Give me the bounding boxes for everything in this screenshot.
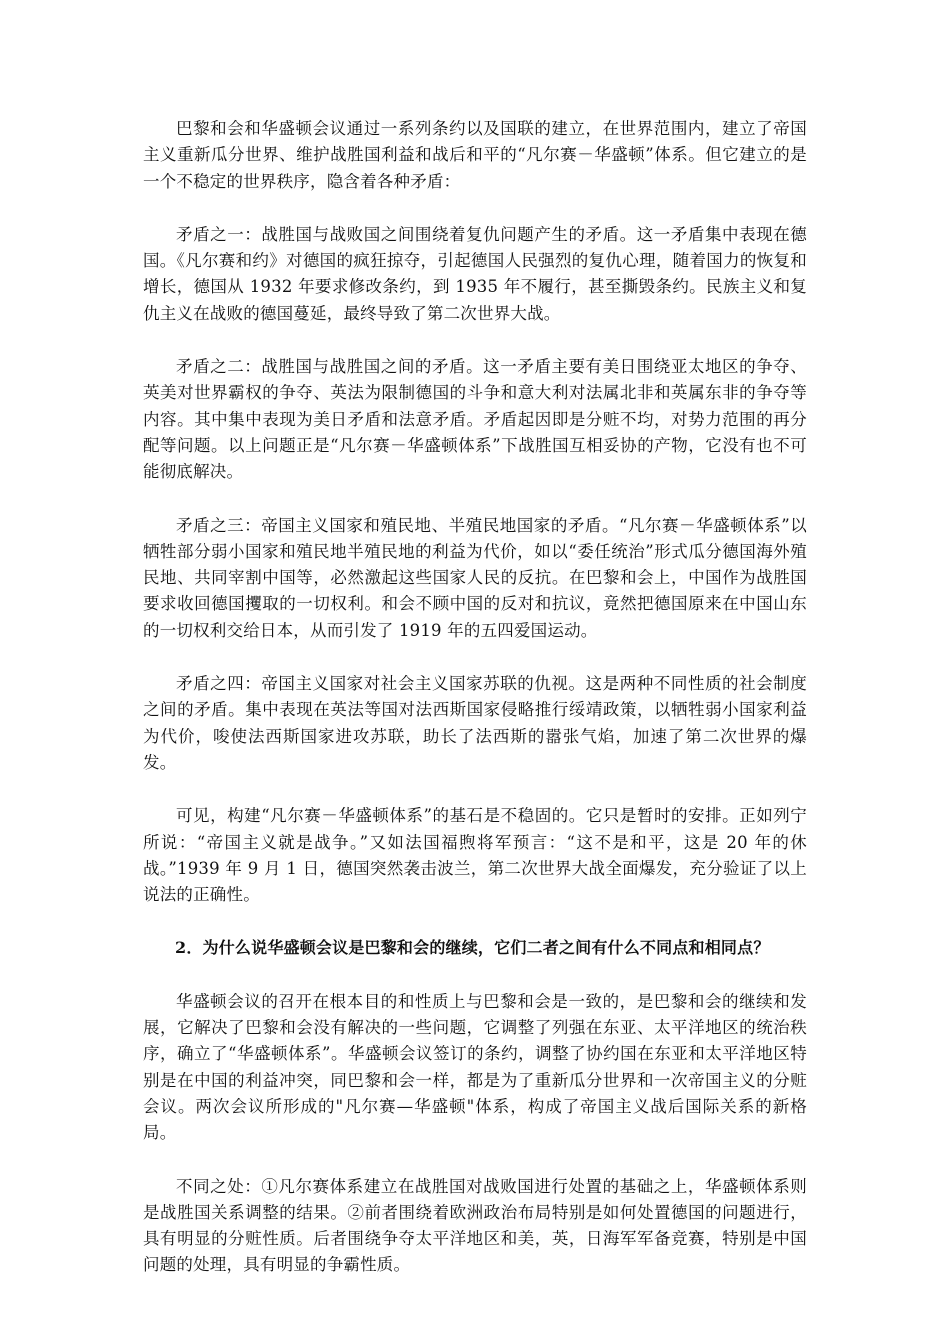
paragraph-contradiction-1: 矛盾之一：战胜国与战败国之间围绕着复仇问题产生的矛盾。这一矛盾集中表现在德国。《凡尔赛和约》对德国的疯狂掠夺，引起德国人民强烈的复仇心理，随着国力的恢复和增长，德国从 1932 年要求修改条约，到 1935 年不履行，甚至撕毁条约。民族主义和复仇主义在战败的德国蔓延，最终导致了第二次世界大战。 — [143, 224, 807, 323]
paragraph-conclusion: 可见，构建“凡尔赛－华盛顿体系”的基石是不稳固的。它只是暂时的安排。正如列宁所说：“帝国主义就是战争。”又如法国福煦将军预言：“这不是和平，这是 20 年的休战。”1939 年 9 月 1 日，德国突然袭击波兰，第二次世界大战全面爆发，充分验证了以上说法的正确性。 — [143, 806, 807, 905]
paragraph-contradiction-3: 矛盾之三：帝国主义国家和殖民地、半殖民地国家的矛盾。“凡尔赛－华盛顿体系”以牺牲部分弱小国家和殖民地半殖民地的利益为代价，如以“委任统治”形式瓜分德国海外殖民地、共同宰割中国等，必然激起这些国家人民的反抗。在巴黎和会上，中国作为战胜国要求收回德国攫取的一切权利。和会不顾中国的反对和抗议，竟然把德国原来在中国山东的一切权利交给日本，从而引发了 1919 年的五四爱国运动。 — [143, 515, 807, 640]
paragraph-differences: 不同之处：①凡尔赛体系建立在战胜国对战败国进行处置的基础之上，华盛顿体系则是战胜国关系调整的结果。②前者围绕着欧洲政治布局特别是如何处置德国的问题进行，具有明显的分赃性质。后者围绕争夺太平洋地区和美，英，日海军军备竞赛，特别是中国问题的处理，具有明显的争霸性质。 — [143, 1176, 807, 1275]
question-heading: 2．为什么说华盛顿会议是巴黎和会的继续，它们二者之间有什么不同点和相同点？ — [175, 938, 770, 958]
paragraph-contradiction-2: 矛盾之二：战胜国与战胜国之间的矛盾。这一矛盾主要有美日围绕亚太地区的争夺、英美对世界霸权的争夺、英法为限制德国的斗争和意大利对法属北非和英属东非的争夺等内容。其中集中表现为美日矛盾和法意矛盾。矛盾起因即是分赃不均，对势力范围的再分配等问题。以上问题正是“凡尔赛－华盛顿体系”下战胜国互相妥协的产物，它没有也不可能彻底解决。 — [143, 357, 807, 482]
paragraph-intro: 巴黎和会和华盛顿会议通过一系列条约以及国联的建立，在世界范围内，建立了帝国主义重新瓜分世界、维护战胜国利益和战后和平的“凡尔赛－华盛顿”体系。但它建立的是一个不稳定的世界秩序，隐含着各种矛盾： — [143, 119, 807, 191]
paragraph-contradiction-4: 矛盾之四：帝国主义国家对社会主义国家苏联的仇视。这是两种不同性质的社会制度之间的矛盾。集中表现在英法等国对法西斯国家侵略推行绥靖政策，以牺牲弱小国家利益为代价，唆使法西斯国家进攻苏联，助长了法西斯的嚣张气焰，加速了第二次世界的爆发。 — [143, 674, 807, 772]
paragraph-washington-conference: 华盛顿会议的召开在根本目的和性质上与巴黎和会是一致的，是巴黎和会的继续和发展，它解决了巴黎和会没有解决的一些问题，它调整了列强在东亚、太平洋地区的统治秩序，确立了“华盛顿体系”。华盛顿会议签订的条约，调整了协约国在东亚和太平洋地区特别是在中国的利益冲突，同巴黎和会一样，都是为了重新瓜分世界和一次帝国主义的分赃会议。两次会议所形成的"凡尔赛—华盛顿"体系，构成了帝国主义战后国际关系的新格局。 — [143, 991, 807, 1143]
document-page — [143, 116, 807, 1306]
